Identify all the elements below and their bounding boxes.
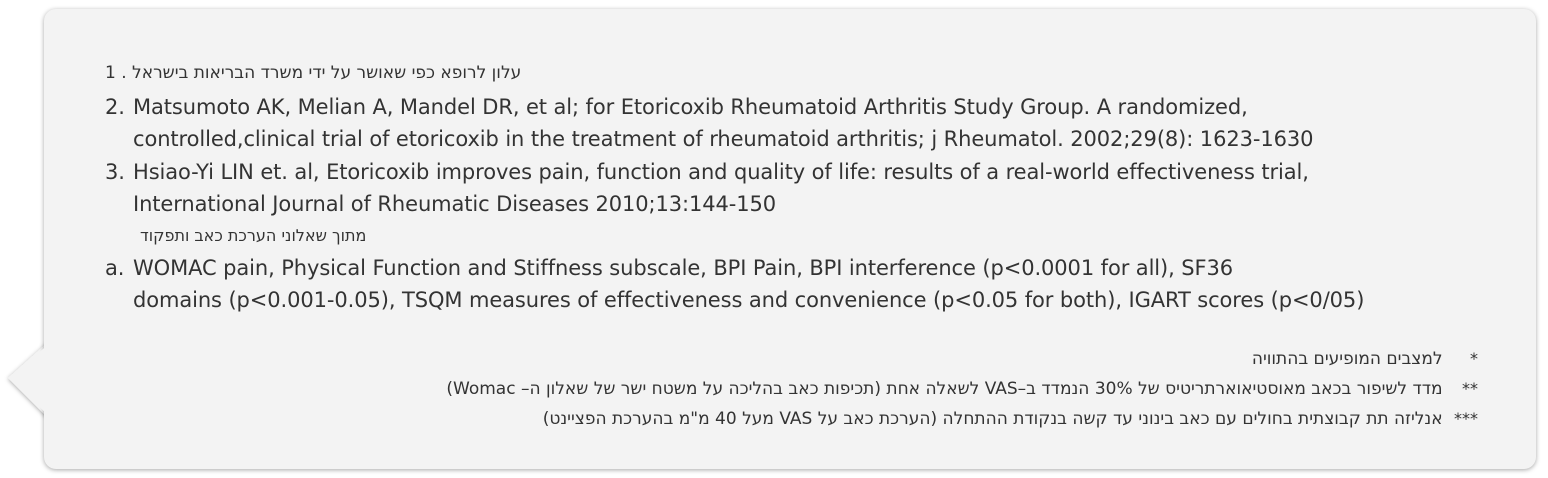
reference-2-line-2: controlled,clinical trial of etoricoxib in the treatment of rheumatoid arthritis; j Rheumatol. 2002;29(8): 1623-1630 xyxy=(133,127,1314,151)
reference-2-text-1: Matsumoto AK, Melian A, Mandel DR, et al; for Etoricoxib Rheumatoid Arthritis Study Group. A randomized, xyxy=(133,95,1248,119)
reference-a-letter: a. xyxy=(105,256,125,280)
footnote-1-marker: * xyxy=(1470,349,1478,368)
footnote-3-marker: *** xyxy=(1454,409,1478,428)
reference-a-line-2: domains (p<0.001-0.05), TSQM measures of effectiveness and convenience (p<0.05 for both), IGART scores (p<0/05) xyxy=(133,288,1365,312)
footnote-2-text: מדד לשיפור בכאב מאוסטיאוארתריטיס של 30% הנמדד ב–VAS לשאלה אחת (תכיפות כאב בהליכה על משטח ישר של שאלון ה– Womac) xyxy=(446,379,1443,399)
footnote-3 xyxy=(543,409,1478,429)
reference-3-line-2: International Journal of Rheumatic Diseases 2010;13:144-150 xyxy=(133,192,777,216)
footnote-1-text: למצבים המופיעים בהתוויה xyxy=(1251,349,1443,369)
footnote-3-text: אנליזה תת קבוצתית בחולים עם כאב בינוני עד קשה בנקודת ההתחלה (הערכת כאב על VAS מעל 40 מ"מ בהערכת הפציינט) xyxy=(542,409,1443,429)
reference-3-line-1 xyxy=(105,157,1309,188)
reference-2-line-1 xyxy=(105,92,1248,123)
reference-3-text-1: Hsiao-Yi LIN et. al, Etoricoxib improves pain, function and quality of life: results of a real-world effectiveness trial, xyxy=(133,160,1309,184)
footnote-1 xyxy=(1252,349,1478,369)
reference-a-text-1: WOMAC pain, Physical Function and Stiffness subscale, BPI Pain, BPI interference (p<0.0001 for all), SF36 xyxy=(133,256,1234,280)
reference-a-line-1 xyxy=(105,253,1233,284)
footnote-2-marker: ** xyxy=(1462,379,1478,398)
reference-3-number: 3. xyxy=(105,160,125,184)
speech-bubble-tail-cover xyxy=(0,330,50,430)
reference-2-number: 2. xyxy=(105,95,125,119)
reference-1: עלון לרופא כפי שאושר על ידי משרד הבריאות בישראל . 1 xyxy=(105,63,522,83)
footnote-2 xyxy=(446,379,1478,399)
reference-3-hebrew-subheading: מתוך שאלוני הערכת כאב ותפקוד xyxy=(140,226,367,245)
